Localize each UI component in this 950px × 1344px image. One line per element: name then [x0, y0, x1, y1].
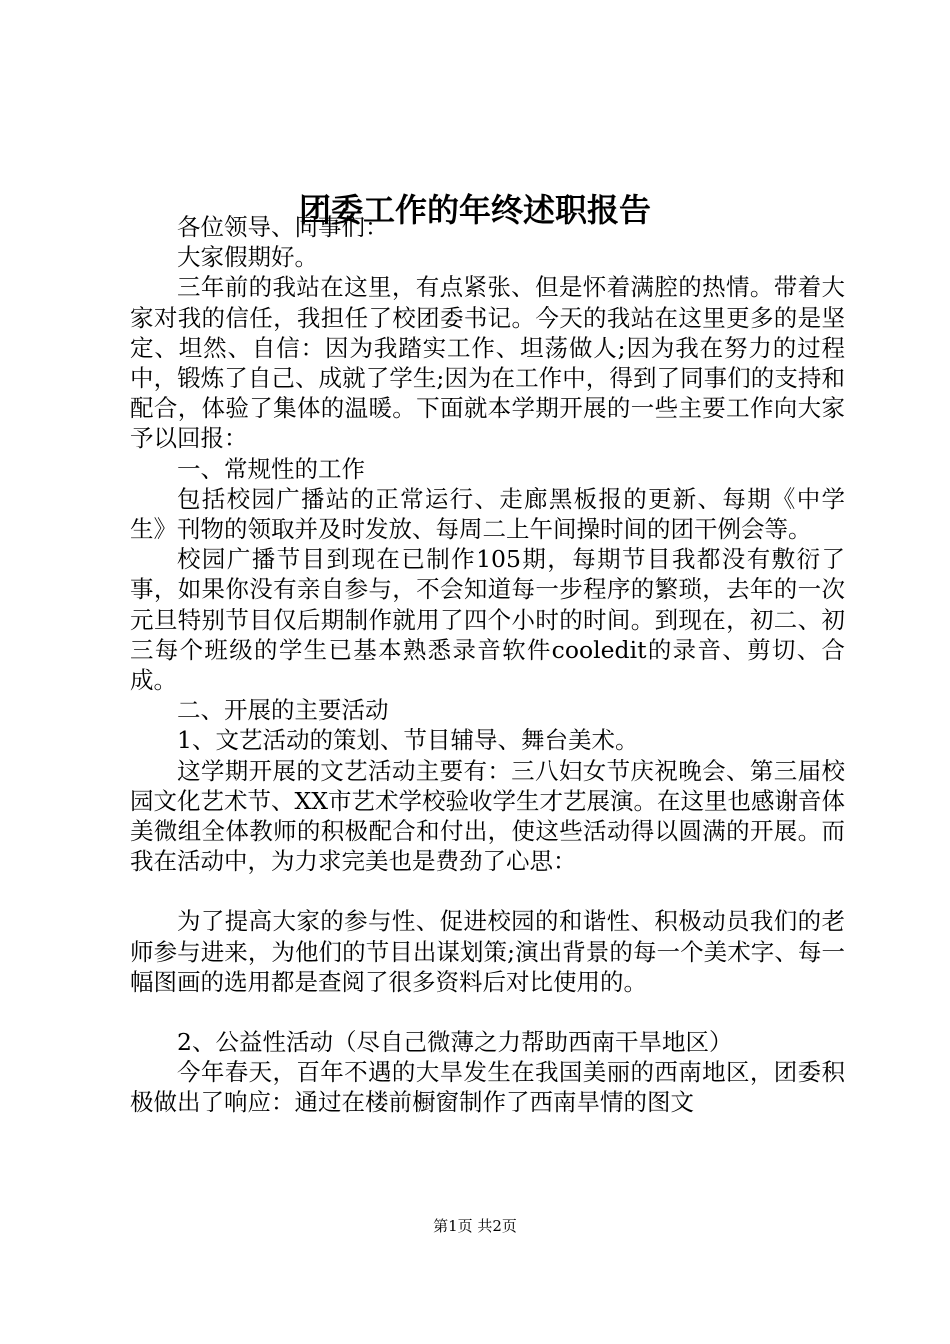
subheading-arts-activities: 1、文艺活动的策划、节目辅导、舞台美术。 — [177, 726, 639, 755]
page-footer: 第1页 共2页 — [433, 1217, 517, 1235]
paragraph-broadcast: 校园广播节目到现在已制作105期，每期节目我都没有敷衍了事，如果你没有亲自参与，不会知道每一步程序的繁琐，去年的一次元旦特别节目仅后期制作就用了四个小时的时间。到现在，初二、初三每个班级的学生已基本熟悉录音软件cooledit的录音、剪切、合成。 — [130, 545, 845, 695]
paragraph-greeting: 各位领导、同事们： — [177, 213, 389, 241]
paragraph-drought-relief: 今年春天，百年不遇的大旱发生在我国美丽的西南地区，团委积极做出了响应：通过在楼前橱窗制作了西南旱情的图文 — [130, 1058, 845, 1117]
paragraph-routine-work: 包括校园广播站的正常运行、走廊黑板报的更新、每期《中学生》刊物的领取并及时发放、每周二上午间操时间的团干例会等。 — [130, 484, 845, 544]
subheading-charity-activities: 2、公益性活动（尽自己微薄之力帮助西南干旱地区） — [177, 1028, 733, 1057]
document-title: 团委工作的年终述职报告 — [298, 191, 651, 229]
paragraph-arts-activities: 这学期开展的文艺活动主要有：三八妇女节庆祝晚会、第三届校园文化艺术节、XX市艺术学校验收学生才艺展演。在这里也感谢音体美微组全体教师的积极配合和付出，使这些活动得以圆满的开展。而我在活动中，为力求完美也是费劲了心思： — [130, 756, 845, 876]
paragraph-intro: 三年前的我站在这里，有点紧张、但是怀着满腔的热情。带着大家对我的信任，我担任了校团委书记。今天的我站在这里更多的是坚定、坦然、自信：因为我踏实工作、坦荡做人;因为我在努力的过程中，锻炼了自己、成就了学生;因为在工作中，得到了同事们的支持和配合，体验了集体的温暖。下面就本学期开展的一些主要工作向大家予以回报： — [130, 273, 845, 453]
paragraph-participation: 为了提高大家的参与性、促进校园的和谐性、积极动员我们的老师参与进来，为他们的节目出谋划策;演出背景的每一个美术字、每一幅图画的选用都是查阅了很多资料后对比使用的。 — [130, 907, 845, 996]
paragraph-salutation: 大家假期好。 — [177, 243, 318, 272]
section-heading-routine-work: 一、常规性的工作 — [177, 454, 365, 483]
document-body — [130, 212, 845, 1118]
section-heading-main-activities: 二、开展的主要活动 — [177, 696, 389, 725]
